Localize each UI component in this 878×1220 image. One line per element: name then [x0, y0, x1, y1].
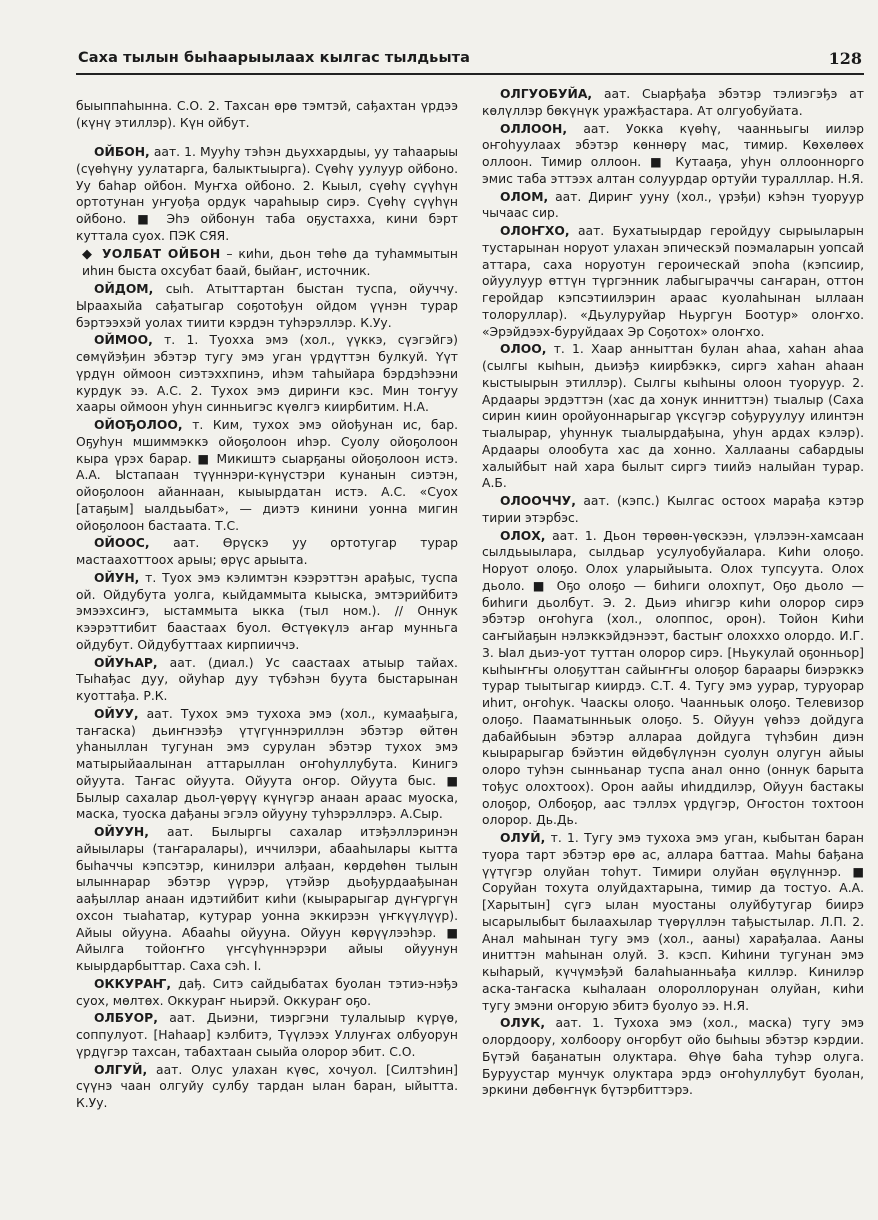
entry-headword: ОЙУУ,: [94, 706, 139, 721]
entry-headword: ОЛБУОР,: [94, 1011, 158, 1026]
entry-headword: ОЛГУЙ,: [94, 1062, 148, 1077]
dictionary-entry: [482, 223, 864, 340]
entry-definition: аат. Сыарђађа эбэтэр тэлиэгэђэ ат көлүллэр бөкүнүк уражђастара. Ат олгуобуйата.: [482, 87, 864, 118]
dictionary-entry: [76, 706, 458, 823]
dictionary-entry: [482, 86, 864, 120]
right-entries: [482, 86, 864, 1099]
entry-definition: аат. Бухатыырдар геройдуу сырыыларын тустарынан норуот улахан эпическэй поэмаларын уопсай аттара, саха норуотун героическай эпоһа (кэпсиир, ойуулуур өттүн түргэнник лабыгыраччы саҥаран, оттон геройдар кэпсэтиилэрин араас куолаһынан ыллаан толоруллар). «Дьулуруйар Ньургун Боотур» олоҥхо. «Эрэйдээх-буруйдаах Эр Соҕотох» олоҥхо.: [482, 224, 864, 339]
dictionary-entry: [76, 1010, 458, 1060]
dictionary-entry: [76, 144, 458, 245]
dictionary-entry: [482, 830, 864, 1014]
entry-headword: ОЙМОО,: [94, 333, 153, 348]
running-header: [76, 48, 864, 72]
entry-headword: ОЛГУОБУЙА,: [500, 87, 593, 101]
entry-definition: аат. Уокка күөһү, чаанньыгы иилэр оҥоһуулаах эбэтэр көннөрү мас, тимир. Көхөлөөх оллоон. Тимир оллоон. ■ Кутааҕа, уһун оллоонноргo эмис таба эттээх алтан солуурдар ортуйи туралллар. Н.Я.: [482, 121, 864, 186]
dictionary-entry: [76, 570, 458, 654]
entry-definition: т. 1. Тугу эмэ тухоха эмэ уган, кыбытан баран туора тарт эбэтэр өрө ас, аллара баттаа. Маһы бађана үүтүгэр олуйан тоһут. Тимири олуйан өҕүлүннэр. ■ Соруйан тохута олуйдахтарына, тимир да тостуо. А.А. [Харытын] сүгэ ылан муостаны олуйбутугар биирэ ысарылыбыт былаахылар түөрүллэн тађыстылар. Л.П. 2. Анал маһынан тугу эмэ (хол., ааны) харађалаа. Ааны иниттэн маһынан олуй. 3. кэсп. Киһини тугунан эмэ кыһарый, күчүмэђэй балаһыанньађа киллэр. Кинилэр аска-таҥаска кыһалаан олороллорунан олуйан, киһи тугу эмэни оҥорую эбитэ буолуо ээ. Н.Я.: [482, 831, 864, 1013]
dictionary-entry: [482, 493, 864, 527]
entry-definition: аат. Өрүскэ уу ортотугар турар мастаахоттоох арыы; өрүс арыыта.: [76, 536, 458, 568]
entry-headword: ОЙОЂОЛОО,: [94, 418, 183, 433]
entry-headword: ОЙУҺАР,: [94, 655, 158, 670]
dictionary-entry: [482, 121, 864, 188]
entry-definition: т. 1. Туохха эмэ (хол., үүккэ, сүэгэйгэ) сөмүйэђин эбэтэр тугу эмэ уган үрдүттэн булкуй. Үүт үрдүн оймоон сиэтэххпинэ, иһэм таһыйара бэрдэһээни курдук ээ. А.С. 2. Тухох эмэ дириҥи кэс. Мин тоҥуу хаары оймоон уһун синньигэс күөлгэ киирбитим. Н.А.: [76, 333, 458, 415]
entry-headword: ОЙДОМ,: [94, 282, 154, 297]
dictionary-entry: [76, 535, 458, 569]
entry-headword: ОЙУУН,: [94, 825, 149, 840]
entry-headword: ОЙООС,: [94, 536, 150, 551]
dictionary-entry: [76, 655, 458, 705]
dictionary-entry: [76, 976, 458, 1010]
continuation-text: быыппаһынна. С.О. 2. Тахсан өрө тэмтэй, сађахтан үрдээ (күнү этиллэр). Күн ойбут.: [76, 99, 458, 131]
entry-definition: аат. (диал.) Ус саастаах атыыр тайах. Тыһађас дуу, ойуһар дуу түбэһэн буута быстарынан куоттађа. Р.К.: [76, 655, 458, 704]
left-entries: [76, 144, 458, 1112]
page-number: 128: [828, 49, 862, 68]
left-column: [76, 86, 458, 1186]
entry-headword: ОЙБОН,: [94, 145, 150, 160]
entry-definition: аат. Тухох эмэ тухоха эмэ (хол., кумаађыга, таҥаска) дьиҥнээђэ үтүгүннэриллэн эбэтэр өйтөн уһаныллан тугунан эмэ сурулан эбэтэр тухох эмэ матырыйаалынан аттарыллан оҥоһуллубута. Кинигэ ойуута. Таҥас ойуута. Ойуута оҥор. Ойуута быс. ■ Былыр сахалар дьол-үөрүү күнүгэр анаан араас муоска, маска, туоска дађаны эгэлэ ойууну туһэрэллэрэ. А.Сыр.: [76, 706, 458, 822]
dictionary-entry: [482, 528, 864, 830]
entry-definition: аат. 1. Мууһу тэһэн дьуххардыы, уу таһаарыы (сүөһүну уулатарга, балыктыырга). Сүөһү уулуур ойбоно. Уу баһар ойбон. Муҥха ойбоно. 2. Кыыл, сүөһү сүүһүн ортотунан уҥуођа ордук чараһыыр сирэ. Сүөһү сүүһүн ойбоно. ■ Эһэ ойбонун таба оҕустахха, кини бэрт куттала суох. ПЭК СЯЯ.: [76, 145, 458, 243]
entry-headword: ОЛООЧЧУ,: [500, 494, 576, 508]
dictionary-entry: [76, 417, 458, 534]
header-rule: [76, 73, 864, 75]
entry-headword: ОЛОҤХО,: [500, 224, 570, 238]
entry-definition: аат. Олус улахан күөс, хочуол. [Силтэһин] сүүнэ чаан олгуйу сулбу тардан ылан баран, ыйытта. К.Уу.: [76, 1062, 458, 1111]
dictionary-entry: [76, 824, 458, 975]
dictionary-entry: [482, 189, 864, 223]
entry-headword: ОЛОО,: [500, 342, 547, 357]
entry-definition: аат. (кэпс.) Кылгас остоох марађа кэтэр тирии этэрбэс.: [482, 494, 864, 525]
entry-headword: ОЙУН,: [94, 570, 140, 585]
entry-definition: сыһ. Атыттартан быстан туспа, ойуччу. Ыраахыйа сађатыгар соҕотођун ойдом үүнэн турар бэртээхэй уолах тиити кэрдэн туһэрэллэр. К.Уу.: [76, 282, 458, 330]
dictionary-entry: [76, 281, 458, 331]
entry-definition: аат. 1. Тухоха эмэ (хол., маска) тугу эмэ олордоору, холбоору оҥорбут ойо быһыы эбэтэр кэрдии. Бүтэй баҕанатын олуктара. Өһүө баһа туһэр олуга. Буруустар мунчук олуктара эрдэ оҥоһуллубут буолан, эркини дөбөҥнүк бүтэрбиттэрэ.: [482, 1016, 864, 1098]
dictionary-entry: [76, 246, 458, 281]
entry-definition: аат. Дьиэни, тиэргэни тулалыыр күрүө, соппулуот. [Наһаар] кэлбитэ, Түүлээх Уллуҥах олбуорун үрдүгэр тахсан, табахтаан сыыйа олорор эбит. С.О.: [76, 1011, 458, 1059]
dictionary-entry: [482, 1015, 864, 1099]
entry-headword: ОЛОХ,: [500, 528, 546, 543]
entry-definition: т. Ким, тухох эмэ ойођунан ис, бар. Оҕуһун мшиммэккэ ойоҕолоон иһэр. Суолу ойоҕолоон кыра үрэх барар. ■ Микиштэ сыарҕаны ойоҕолоон истэ. А.А. Ыстапаан түүннэри-күнүстэри кунанын сиэтэн, ойоҕолоон айаннаан, кыыырдатан истэ. А.С. «Суох [атаҕым] ыалдьыбат», — диэтэ кинини уонна мигин ойоҕолоон бастаата. Т.С.: [76, 418, 458, 533]
entry-definition: аат. Дириҥ ууну (хол., үрэђи) кэһэн туоруур чычаас сир.: [482, 189, 864, 221]
entry-definition: аат. Былыргы сахалар итэђэллэринэн айыылары (таҥаралары), иччилэри, абааһылары кытта быһаччы кэпсэтэр, кинилэри алђаан, көрдөһөн тылын ылыннарар эбэтэр үүрэр, үтэйэр дьођурдаађынан аађыллар анаан идэтийбит киһи (кыырарыгар дүҥүргүн охсон тыаһатар, кутурар уонна эккирээн үҥкүүлүүр). Айыы ойууна. Абааһы ойууна. Ойуун көрүүлээһэр. ■ Айылга тойоҥҥо үҥсүһүннэрэри айыы ойуунун кыырдарбыттар. Саха сэһ. I.: [76, 825, 458, 974]
entry-definition: аат. 1. Дьон төрөөн-үөскээн, үлэлээн-хамсаан сылдьыылара, сылдьар усулуобуйалара. Киһи олоҕо. Норуот олоҕо. Олох уларыйыыта. Олох тупсуута. Олох дьоло. ■ Оҕо олоҕо — биһиги олохпут, Оҕо дьоло — биһиги дьолбут. Э. 2. Дьиэ иһигэр киһи олорор сирэ эбэтэр оҥоһуга (хол., олоппос, орон). Тойон Киһи саҥыйаҕын нэлэккэйдэнээт, бастыҥ олохххо олордо. И.Г. 3. Ыал дьиэ-уот туттан олорор сирэ. [Ньукулай оҕонньор] кыһыҥҥы олоҕуттан сайыҥҥы олоҕор бараары биэрэккэ турар тыытыгар киирдэ. С.Т. 4. Тугу эмэ уурар, туруорар иһит, оҥоһук. Чааскы олоҕо. Чаанньык олоҕо. Телевизор олоҕо. Пааматынньык олоҕо. 5. Ойуун үөһээ дойдуга дабайбыын эбэтэр аллараа дойдуга түһэбин диэн кыырарыгар бэйэтин өйдөбүлүнэн суолун олугун айыы олоро туһэн сынньанар туспа анал онно (оннук барыта тођус олохтоох). Орон аайы иһиддилэр, Ойуун бастакы олоҕор, Олбоҕор, аас тэллэх үрдүгэр, Оҥостон тохтоон олорор. Дь.Дь.: [482, 528, 864, 828]
dictionary-entry: [482, 341, 864, 492]
entry-definition: дађ. Ситэ сайдыбатах буолан тэтиэ-нэђэ суох, мөлтөх. Оккураҥ ньирэй. Оккураҥ оҕо.: [76, 976, 458, 1008]
entry-headword: ОЛУЙ,: [500, 831, 546, 845]
entry-headword: ОЛОМ,: [500, 189, 549, 204]
entry-headword: ОККУРАҤ,: [94, 976, 172, 991]
dictionary-entry: [76, 1062, 458, 1112]
running-title: Саха тылын быһаарыылаах кылгас тылдьыта: [78, 50, 471, 66]
dictionary-entry: [76, 332, 458, 416]
entry-headword: ОЛЛООН,: [500, 121, 568, 136]
entry-definition: т. Туох эмэ кэлимтэн кээрэттэн арађыс, туспа ой. Ойдубута уолга, кыйдаммыта кыыска, эмтэрийбитэ эмээхсиҥэ, ыстаммыта ыкка (тыл ном.). // Оннук кээрэттибит баастаах буол. Өстүөкүлэ аҥар мунньга ойдубут. Ойдубуттаах кирпииччэ.: [76, 570, 458, 652]
entry-headword: УОЛБАТ ОЙБОН: [101, 246, 221, 261]
entry-definition: т. 1. Хаар анныттан булан аһаа, хаһан аһаа (сылгы кыһын, дьиэђэ киирбэккэ, сиргэ хаһан аһаан кыстыырын этиллэр). Сылгы кыһыны олоон туоруур. 2. Ардаары эрдэттэн (хас да хонук инниттэн) тыалыр (Саха сирин киин оройуоннарыгар үксүгэр сођуруулуу илинтэн тыалырар, уһуннук тыалырдађына, уһун ардах кэлэр). Ардаары олообута хас да хонно. Халлааны сабардыы халыйбыт най хара былыт сиргэ тиийэ налыйан турар. А.Б.: [482, 342, 864, 491]
entry-definition: – киһи, дьон төһө да туһаммытын иһин быста охсубат баай, быйаҥ, источник.: [82, 246, 458, 279]
entry-headword: ОЛУК,: [500, 1016, 546, 1031]
right-column: [482, 86, 864, 1186]
diamond-bullet-icon: ◆: [82, 246, 94, 262]
